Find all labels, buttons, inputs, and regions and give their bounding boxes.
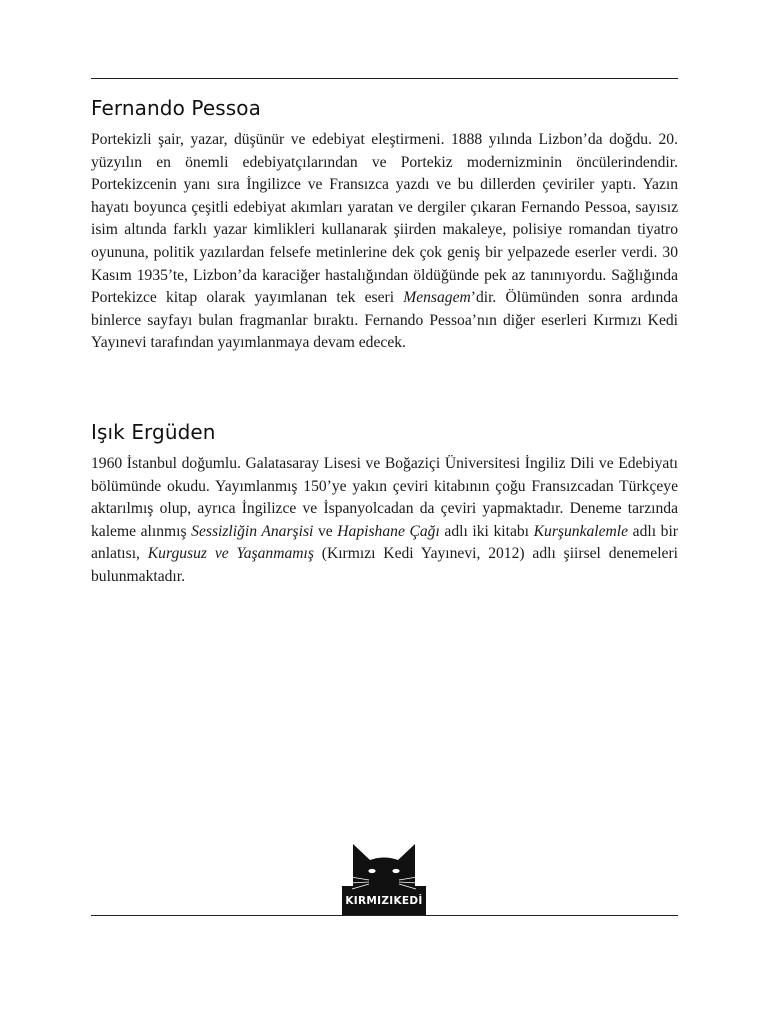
translator-heading: Işık Ergüden [91,420,216,444]
bio-text: ve [313,522,338,540]
book-title: Sessizliğin Anarşisi [191,522,314,540]
bottom-divider [91,915,678,916]
book-title: Kurşunkalemle [533,522,629,540]
bio-text: 1960 İstanbul doğumlu. Galatasaray Lisesi ve Boğaziçi Üniversitesi İngiliz Dili ve Edebiyatı bölümünde okudu. Yayımlanmış 150’ye yakın çeviri kitabının çoğu Fransızcadan Türkçeye aktarılmış olup, ayrıca İngilizce ve İspanyolcadan da çeviri yapmaktadır. Deneme tarzında kaleme alınmış [91,455,678,540]
book-title: Kurgusuz ve Yaşanmamış [147,545,314,563]
author-bio-paragraph [91,129,678,355]
bio-text: (Kırmızı Kedi Yayınevi, 2012) adlı şiirsel denemeleri bulunmaktadır. [91,545,678,585]
bio-text: ’dir. Ölümünden sonra ardında binlerce sayfayı bulan fragmanlar bıraktı. Fernando Pessoa’nın diğer eserleri Kırmızı Kedi Yayınevi tarafından yayımlanmaya devam edecek. [91,289,678,352]
publisher-logo [339,842,429,915]
logo-wordmark: KIRMIZIKEDİ [345,895,423,907]
translator-bio-paragraph [91,453,678,589]
book-title: Mensagem [403,289,471,307]
author-heading: Fernando Pessoa [91,96,261,120]
bio-isik-erguden [91,420,688,589]
top-divider [91,78,678,79]
bio-text: adlı bir anlatısı, [91,522,678,563]
bio-fernando-pessoa [91,96,688,355]
book-title: Hapishane Çağı [337,522,440,540]
bio-text: Portekizli şair, yazar, düşünür ve edebiyat eleştirmeni. 1888 yılında Lizbon’da doğdu. 20. yüzyılın en önemli edebiyatçılarından ve Portekiz modernizminin öncülerindendir. Portekizcenin yanı sıra İngilizce ve Fransızca yazdı ve bu dillerden çeviriler yaptı. Yazın hayatı boyunca çeşitli edebiyat akımları yaratan ve dergiler çıkaran Fernando Pessoa, sayısız isim altında farklı yazar kimlikleri kullanarak şiirden makaleye, polisiye romandan tiyatro oyununa, politik yazılardan felsefe metinlerine dek çok geniş bir yelpazede eserler verdi. 30 Kasım 1935’te, Lizbon’da karaciğer hastalığından öldüğünde pek az tanınıyordu. Sağlığında Portekizce kitap olarak yayımlanan tek eseri [91,131,678,307]
bio-text: adlı iki kitabı [439,522,534,540]
